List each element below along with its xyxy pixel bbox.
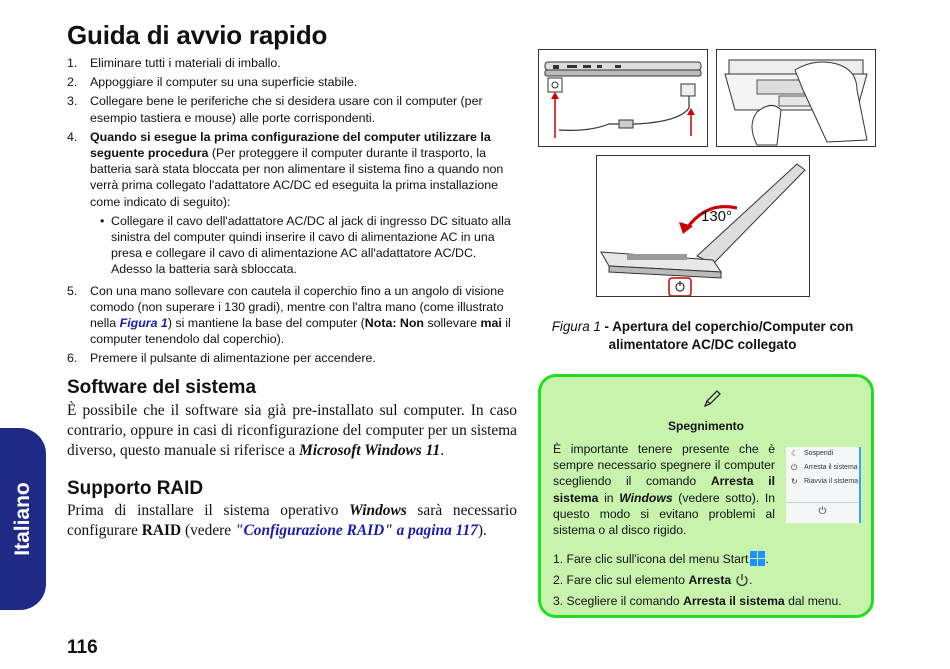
step-text: Con una mano sollevare con cautela il coperchio fino a un angolo di visione comodo (non superare i 130 gradi), mentre con l'altra mano (come illustrato nella: [90, 283, 504, 331]
page-title: Guida di avvio rapido: [67, 20, 328, 50]
step-6: [67, 350, 517, 366]
power-icon: ⏻: [791, 462, 798, 472]
shutdown-command: Arresta il sistema: [683, 594, 785, 609]
pen-icon: [702, 389, 722, 413]
shutdown-step-3: [553, 593, 873, 609]
emphasis-text: mai: [480, 316, 502, 331]
software-heading: Software del sistema: [67, 377, 257, 398]
os-name: Windows: [619, 490, 673, 505]
step-text: Eliminare tutti i materiali di imballo.: [90, 56, 281, 70]
menu-item-label: Sospendi: [804, 449, 834, 457]
step-number: 1.: [67, 56, 78, 70]
step-number: 5.: [67, 283, 78, 298]
step-text: dal menu.: [784, 594, 842, 609]
step-text: sollevare: [424, 316, 481, 331]
os-name: Windows: [349, 502, 407, 519]
step-text: 2. Fare clic sul elemento: [553, 573, 689, 588]
step-text: Premere il pulsante di alimentazione per accendere.: [90, 351, 376, 366]
step-1: [67, 55, 517, 71]
note-text: in: [598, 490, 620, 505]
shutdown-step-2: [553, 572, 873, 591]
windows-start-icon: [750, 551, 765, 570]
power-button-icon: ⏻: [786, 502, 859, 521]
page-number: 116: [67, 637, 98, 658]
figure-caption-text: - Apertura del coperchio/Computer con alimentatore AC/DC collegato: [600, 319, 854, 352]
step-number: 3.: [67, 94, 78, 109]
note-label: Nota: Non: [364, 316, 424, 331]
language-side-tab: [0, 428, 46, 610]
figure-number: Figura 1: [551, 319, 601, 334]
bullet-text: Collegare il cavo dell'adattatore AC/DC al jack di ingresso DC situato alla sinistra del computer quindi inserire il cavo di alimentazione AC in una presa e collegare il cavo di alimentazione AC all'adattatore AC/DC. Adesso la batteria sarà sbloccata.: [111, 213, 511, 277]
menu-item-restart: [786, 475, 859, 489]
open-angle-label: 130°: [701, 208, 733, 225]
laptop-dc-cable-drawing: [539, 50, 707, 146]
menu-item-shutdown: [786, 461, 859, 475]
note-paragraph: [553, 441, 775, 538]
paragraph-text: sarà necessario configurare: [67, 502, 517, 539]
figure-caption: [545, 318, 860, 354]
paragraph-text: ).: [477, 522, 487, 539]
paragraph-text: (vedere: [181, 522, 235, 539]
open-laptop-angle-drawing: [597, 156, 809, 296]
step-text: il computer tenendolo dal coperchio).: [90, 316, 511, 347]
note-text: È importante tenere presente che è sempre necessario spegnere il computer scegliendo il comando: [553, 442, 775, 489]
os-name: Microsoft Windows 11: [299, 442, 441, 459]
step-text: Collegare bene le periferiche che si desidera usare con il computer (per esempio tastiera e mouse) alle porte corrispondenti.: [90, 94, 483, 125]
software-paragraph: [67, 401, 517, 461]
menu-item-sleep: [786, 447, 859, 461]
bullet-marker: •: [100, 213, 105, 228]
raid-heading: Supporto RAID: [67, 478, 204, 499]
moon-icon: ☾: [791, 448, 799, 458]
raid-term: RAID: [141, 522, 182, 539]
step-text: ) si mantiene la base del computer (: [167, 316, 365, 331]
step-3: [67, 93, 517, 125]
shutdown-steps-list: [553, 551, 873, 612]
note-text: (vedere sotto). In questo modo si evitano problemi al sistema o al disco rigido.: [553, 490, 775, 538]
setup-steps-list: [67, 55, 517, 370]
shutdown-step-1: [553, 551, 873, 570]
note-title: Spegnimento: [667, 419, 744, 433]
step-text: (Per proteggere il computer durante il trasporto, la batteria sarà stata bloccata per non alimentare il sistema fino a quando non verrà prima collegato l'adattatore AC/DC ed eseguita la prima installazione come indicato di seguito):: [90, 146, 504, 209]
menu-item-label: Riavvia il sistema: [804, 477, 859, 485]
step-2: [67, 74, 517, 90]
step-bold-text: Quando si esegue la prima configurazione del computer utilizzare la seguente procedura: [90, 129, 491, 161]
restart-icon: ↻: [791, 476, 798, 486]
laptop-open-angle-illustration: [596, 155, 810, 297]
step-text: 3. Scegliere il comando: [553, 594, 684, 609]
laptop-side-power-illustration: [538, 49, 708, 147]
menu-item-label: Arresta il sistema: [804, 463, 858, 471]
step-number: 2.: [67, 75, 78, 90]
power-item-label: Arresta: [688, 573, 732, 588]
step-4: [67, 129, 517, 280]
step-text: .: [749, 573, 753, 588]
power-menu-screenshot: [786, 447, 861, 523]
figure-1-link[interactable]: Figura 1: [119, 316, 168, 331]
step-text: 1. Fare clic sull'icona del menu Start: [553, 552, 749, 566]
step-number: 6.: [67, 351, 78, 366]
paragraph-text: Prima di installare il sistema operativo: [67, 502, 350, 519]
raid-page-link[interactable]: "Configurazione RAID" a pagina 117: [234, 522, 478, 539]
paragraph-text: .: [440, 442, 445, 459]
shutdown-note-box: [538, 374, 874, 618]
raid-paragraph: [67, 501, 517, 541]
power-icon: [735, 573, 749, 591]
hands-open-lid-drawing: [717, 50, 875, 146]
shutdown-command: Arresta il sistema: [553, 474, 776, 505]
step-4-bullet: [100, 213, 517, 278]
step-number: 4.: [67, 129, 78, 144]
step-text: .: [765, 552, 769, 566]
step-text: Appoggiare il computer su una superficie stabile.: [90, 75, 358, 90]
paragraph-text: È possibile che il software sia già pre-installato sul computer. In caso contrario, oppure in casi di riconfigurazione del computer per un sistema diverso, questo manuale si riferisce a: [67, 402, 517, 459]
step-5: [67, 283, 517, 348]
lid-opening-hands-illustration: [716, 49, 876, 147]
language-label: Italiano: [11, 482, 34, 556]
